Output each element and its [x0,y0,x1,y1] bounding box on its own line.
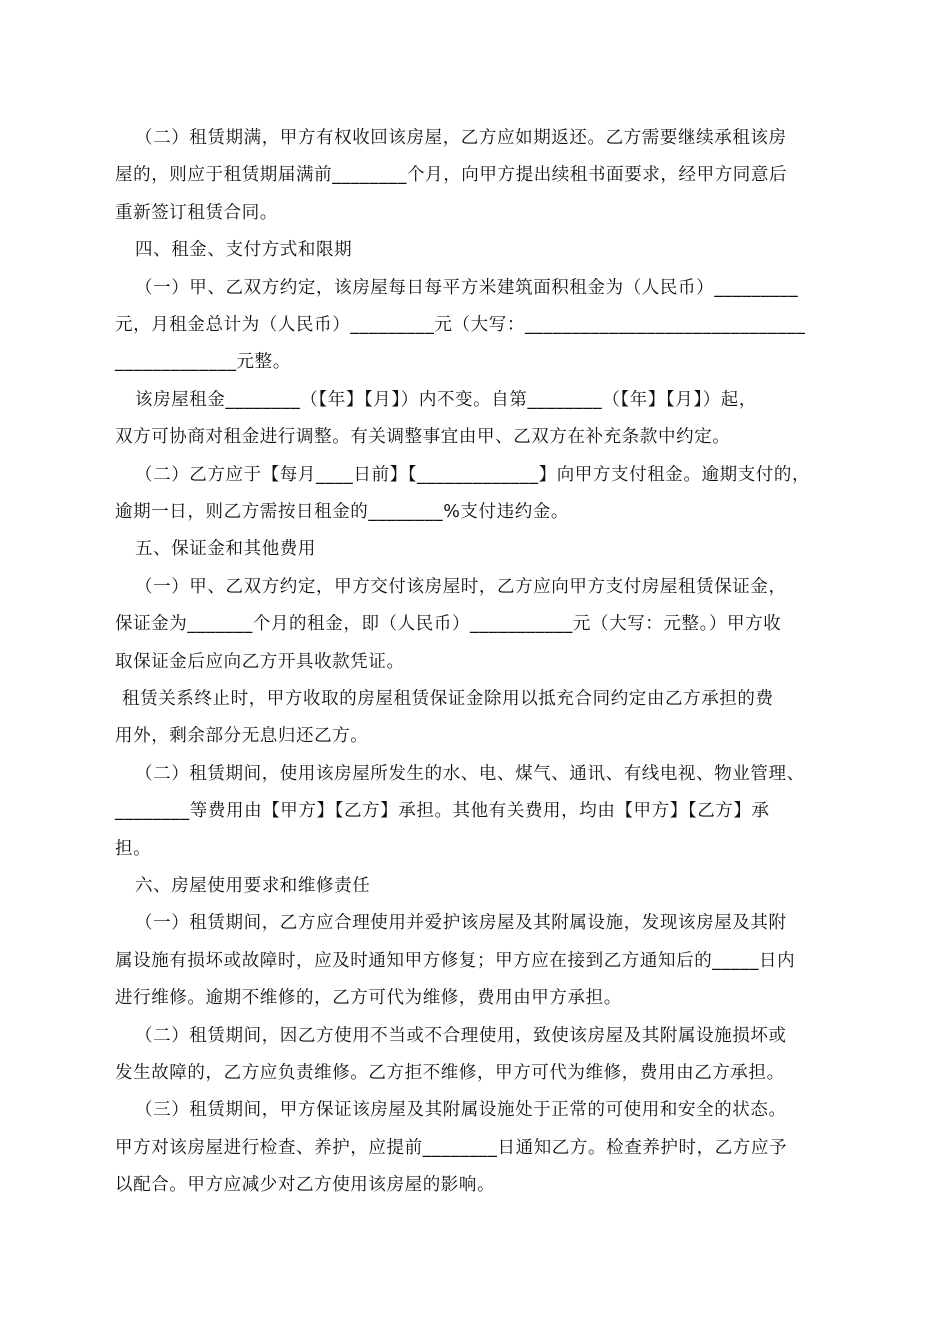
paragraph-line: 属设施有损坏或故障时，应及时通知甲方修复；甲方应在接到乙方通知后的_____日内 [115,951,796,971]
paragraph-line: _____________元整。 [115,352,291,372]
paragraph-line: 租赁关系终止时，甲方收取的房屋租赁保证金除用以抵充合同约定由乙方承担的费 [122,689,774,709]
section-heading: 五、保证金和其他费用 [135,539,316,559]
paragraph-line: 保证金为_______个月的租金，即（人民币）___________元（大写：元整。）甲方收 [115,614,782,634]
paragraph-line: ________等费用由【甲方】【乙方】承担。其他有关费用，均由【甲方】【乙方】承 [115,801,770,821]
paragraph-line: 逾期一日，则乙方需按日租金的________%支付违约金。 [115,502,570,522]
paragraph-line: （一）甲、乙双方约定，该房屋每日每平方米建筑面积租金为（人民币）_________ [135,278,799,298]
paragraph-line: （二）租赁期间，使用该房屋所发生的水、电、煤气、通讯、有线电视、物业管理、 [135,764,805,784]
paragraph-line: 双方可协商对租金进行调整。有关调整事宜由甲、乙双方在补充条款中约定。 [115,427,731,447]
paragraph-line: 以配合。甲方应减少对乙方使用该房屋的影响。 [115,1175,496,1195]
paragraph-line: 元，月租金总计为（人民币）_________元（大写：______________________________ [115,315,806,335]
paragraph-line: 屋的，则应于租赁期届满前________个月，向甲方提出续租书面要求，经甲方同意后 [115,165,788,185]
paragraph-line: （一）甲、乙双方约定，甲方交付该房屋时，乙方应向甲方支付房屋租赁保证金， [135,577,787,597]
paragraph-line: 发生故障的，乙方应负责维修。乙方拒不维修，甲方可代为维修，费用由乙方承担。 [115,1063,785,1083]
paragraph-line: 担。 [115,839,152,859]
paragraph-line: 甲方对该房屋进行检查、养护，应提前________日通知乙方。检查养护时，乙方应予 [115,1138,788,1158]
section-heading: 六、房屋使用要求和维修责任 [135,876,371,896]
paragraph-line: （二）乙方应于【每月____日前】【_____________】向甲方支付租金。逾期支付的， [135,465,811,485]
paragraph-line: （二）租赁期间，因乙方使用不当或不合理使用，致使该房屋及其附属设施损坏或 [135,1026,787,1046]
paragraph-line: （二）租赁期满，甲方有权收回该房屋，乙方应如期返还。乙方需要继续承租该房 [135,128,787,148]
paragraph-line: （一）租赁期间，乙方应合理使用并爱护该房屋及其附属设施，发现该房屋及其附 [135,913,787,933]
paragraph-line: 取保证金后应向乙方开具收款凭证。 [115,652,405,672]
paragraph-line: 用外，剩余部分无息归还乙方。 [115,726,369,746]
paragraph-line: 重新签订租赁合同。 [115,203,278,223]
paragraph-line: （三）租赁期间，甲方保证该房屋及其附属设施处于正常的可使用和安全的状态。 [135,1100,787,1120]
paragraph-line: 进行维修。逾期不维修的，乙方可代为维修，费用由甲方承担。 [115,988,622,1008]
section-heading: 四、租金、支付方式和限期 [135,240,353,260]
paragraph-line: 该房屋租金________（【年】【月】）内不变。自第________（【年】【月】）起， [135,390,757,410]
